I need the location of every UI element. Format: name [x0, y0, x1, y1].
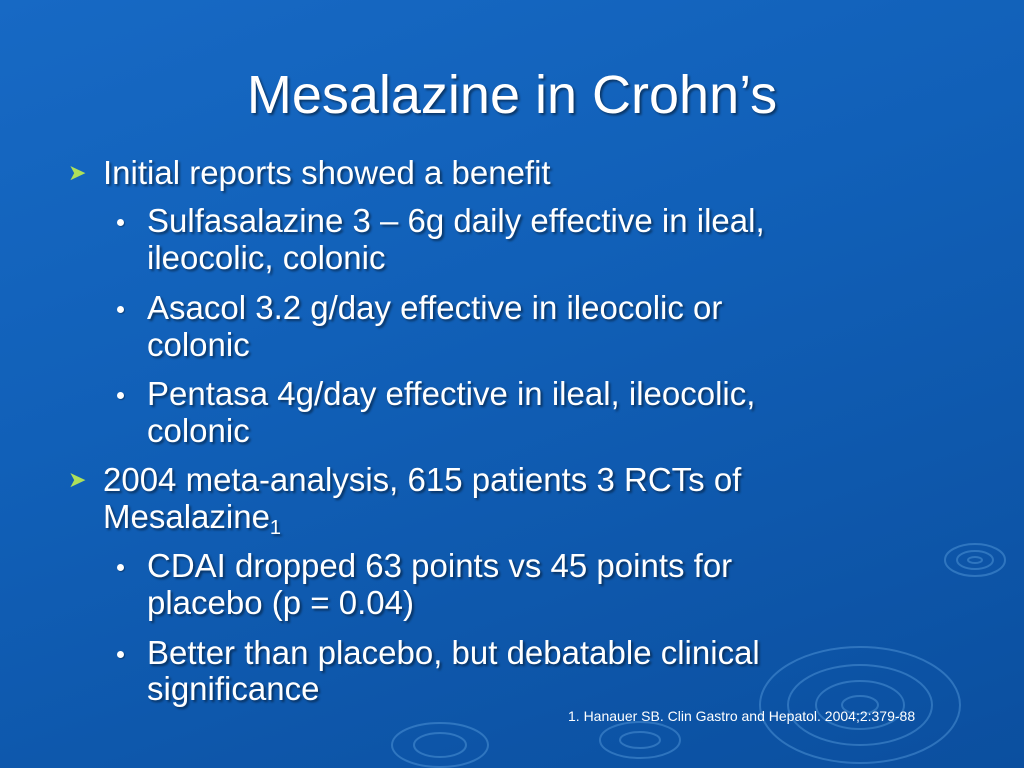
- dot-bullet-icon: [117, 651, 124, 658]
- reference-footnote: 1. Hanauer SB. Clin Gastro and Hepatol. 2004;2:379-88: [568, 708, 916, 724]
- sub-bullet-cdai-line2: placebo (p = 0.04): [147, 584, 414, 621]
- sub-bullet-sulfasalazine-line2: ileocolic, colonic: [147, 239, 386, 276]
- dot-bullet-icon: [117, 306, 124, 313]
- sub-bullet-pentasa-line2: colonic: [147, 412, 250, 449]
- mesalazine-word: Mesalazine: [103, 498, 270, 535]
- bullet-meta-analysis-line2: [103, 499, 281, 546]
- sub-bullet-cdai-line1: CDAI dropped 63 points vs 45 points for: [147, 547, 733, 584]
- arrow-bullet-icon: ➤: [68, 160, 87, 185]
- slide-title: Mesalazine in Crohn’s: [246, 65, 778, 125]
- sub-bullet-sulfasalazine-line1: Sulfasalazine 3 – 6g daily effective in ileal,: [147, 202, 765, 239]
- sub-bullet-asacol-line1: Asacol 3.2 g/day effective in ileocolic or: [147, 289, 723, 326]
- sub-bullet-better-line2: significance: [147, 670, 320, 707]
- dot-bullet-icon: [117, 392, 124, 399]
- reference-marker: 1: [269, 517, 282, 539]
- arrow-bullet-icon: ➤: [68, 467, 87, 492]
- bullet-meta-analysis-line1: 2004 meta-analysis, 615 patients 3 RCTs of: [103, 461, 742, 498]
- bullet-initial-reports: Initial reports showed a benefit: [103, 154, 551, 191]
- sub-bullet-pentasa-line1: Pentasa 4g/day effective in ileal, ileocolic,: [147, 375, 756, 412]
- sub-bullet-asacol-line2: colonic: [147, 326, 250, 363]
- dot-bullet-icon: [117, 219, 124, 226]
- dot-bullet-icon: [117, 564, 124, 571]
- sub-bullet-better-line1: Better than placebo, but debatable clinical: [147, 634, 760, 671]
